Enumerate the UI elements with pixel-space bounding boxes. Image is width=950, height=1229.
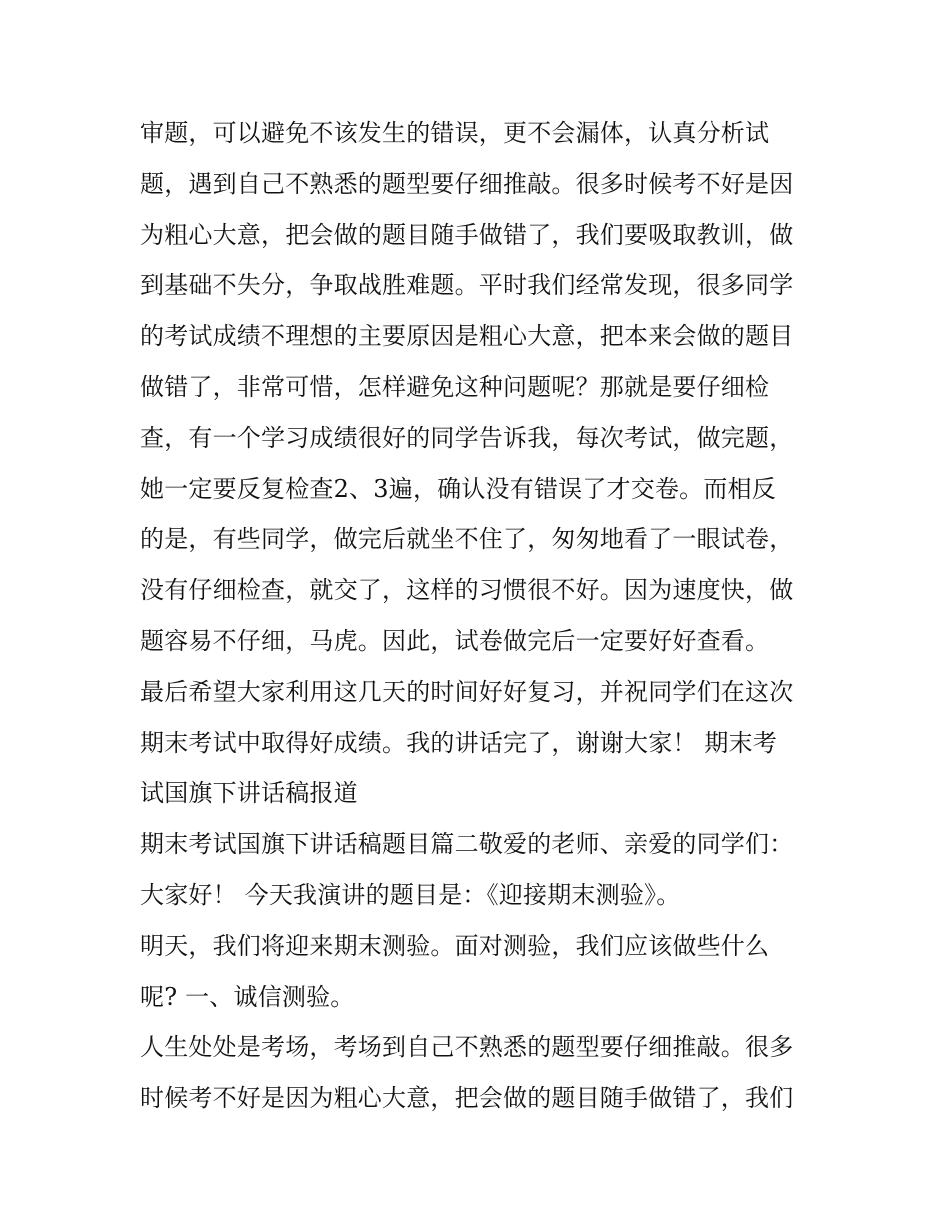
text-line-13: 期末考试中取得好成绩。我的讲话完了，谢谢大家！ 期末考 [140,728,778,757]
text-line-8: 她一定要反复检查2、3遍，确认没有错误了才交卷。而相反 [140,474,776,503]
text-line-17: 明天，我们将迎来期末测验。面对测验，我们应该做些什么 [140,931,770,960]
text-line-6: 做错了，非常可惜，怎样避免这种问题呢？那就是要仔细检 [140,372,770,401]
text-line-4: 到基础不失分，争取战胜难题。平时我们经常发现，很多同学 [140,271,794,300]
text-line-9: 的是，有些同学，做完后就坐不住了，匆匆地看了一眼试卷， [140,525,794,554]
text-line-18: 呢? 一、诚信测验。 [140,982,355,1011]
text-line-15: 期末考试国旗下讲话稿题目篇二敬爱的老师、亲爱的同学们： [140,830,794,859]
text-line-10: 没有仔细检查，就交了，这样的习惯很不好。因为速度快，做 [140,576,794,605]
text-line-1: 审题，可以避免不该发生的错误，更不会漏体，认真分析试 [140,119,770,147]
text-line-7: 查，有一个学习成绩很好的同学告诉我，每次考试，做完题， [140,423,794,452]
text-line-5: 的考试成绩不理想的主要原因是粗心大意，把本来会做的题目 [140,322,794,351]
document-body-text [140,108,820,1124]
text-line-14: 试国旗下讲话稿报道 [140,779,358,808]
text-line-20: 时候考不好是因为粗心大意，把会做的题目随手做错了，我们 [140,1084,794,1113]
text-line-19: 人生处处是考场，考场到自己不熟悉的题型要仔细推敲。很多 [140,1033,794,1062]
text-line-16: 大家好！ 今天我演讲的题目是：《迎接期末测验》。 [140,880,681,909]
text-line-12: 最后希望大家利用这几天的时间好好复习，并祝同学们在这次 [140,677,794,706]
text-line-3: 为粗心大意，把会做的题目随手做错了，我们要吸取教训，做 [140,220,794,249]
text-line-11: 题容易不仔细，马虎。因此，试卷做完后一定要好好查看。 [140,626,770,655]
text-line-2: 题，遇到自己不熟悉的题型要仔细推敲。很多时候考不好是因 [140,169,794,198]
